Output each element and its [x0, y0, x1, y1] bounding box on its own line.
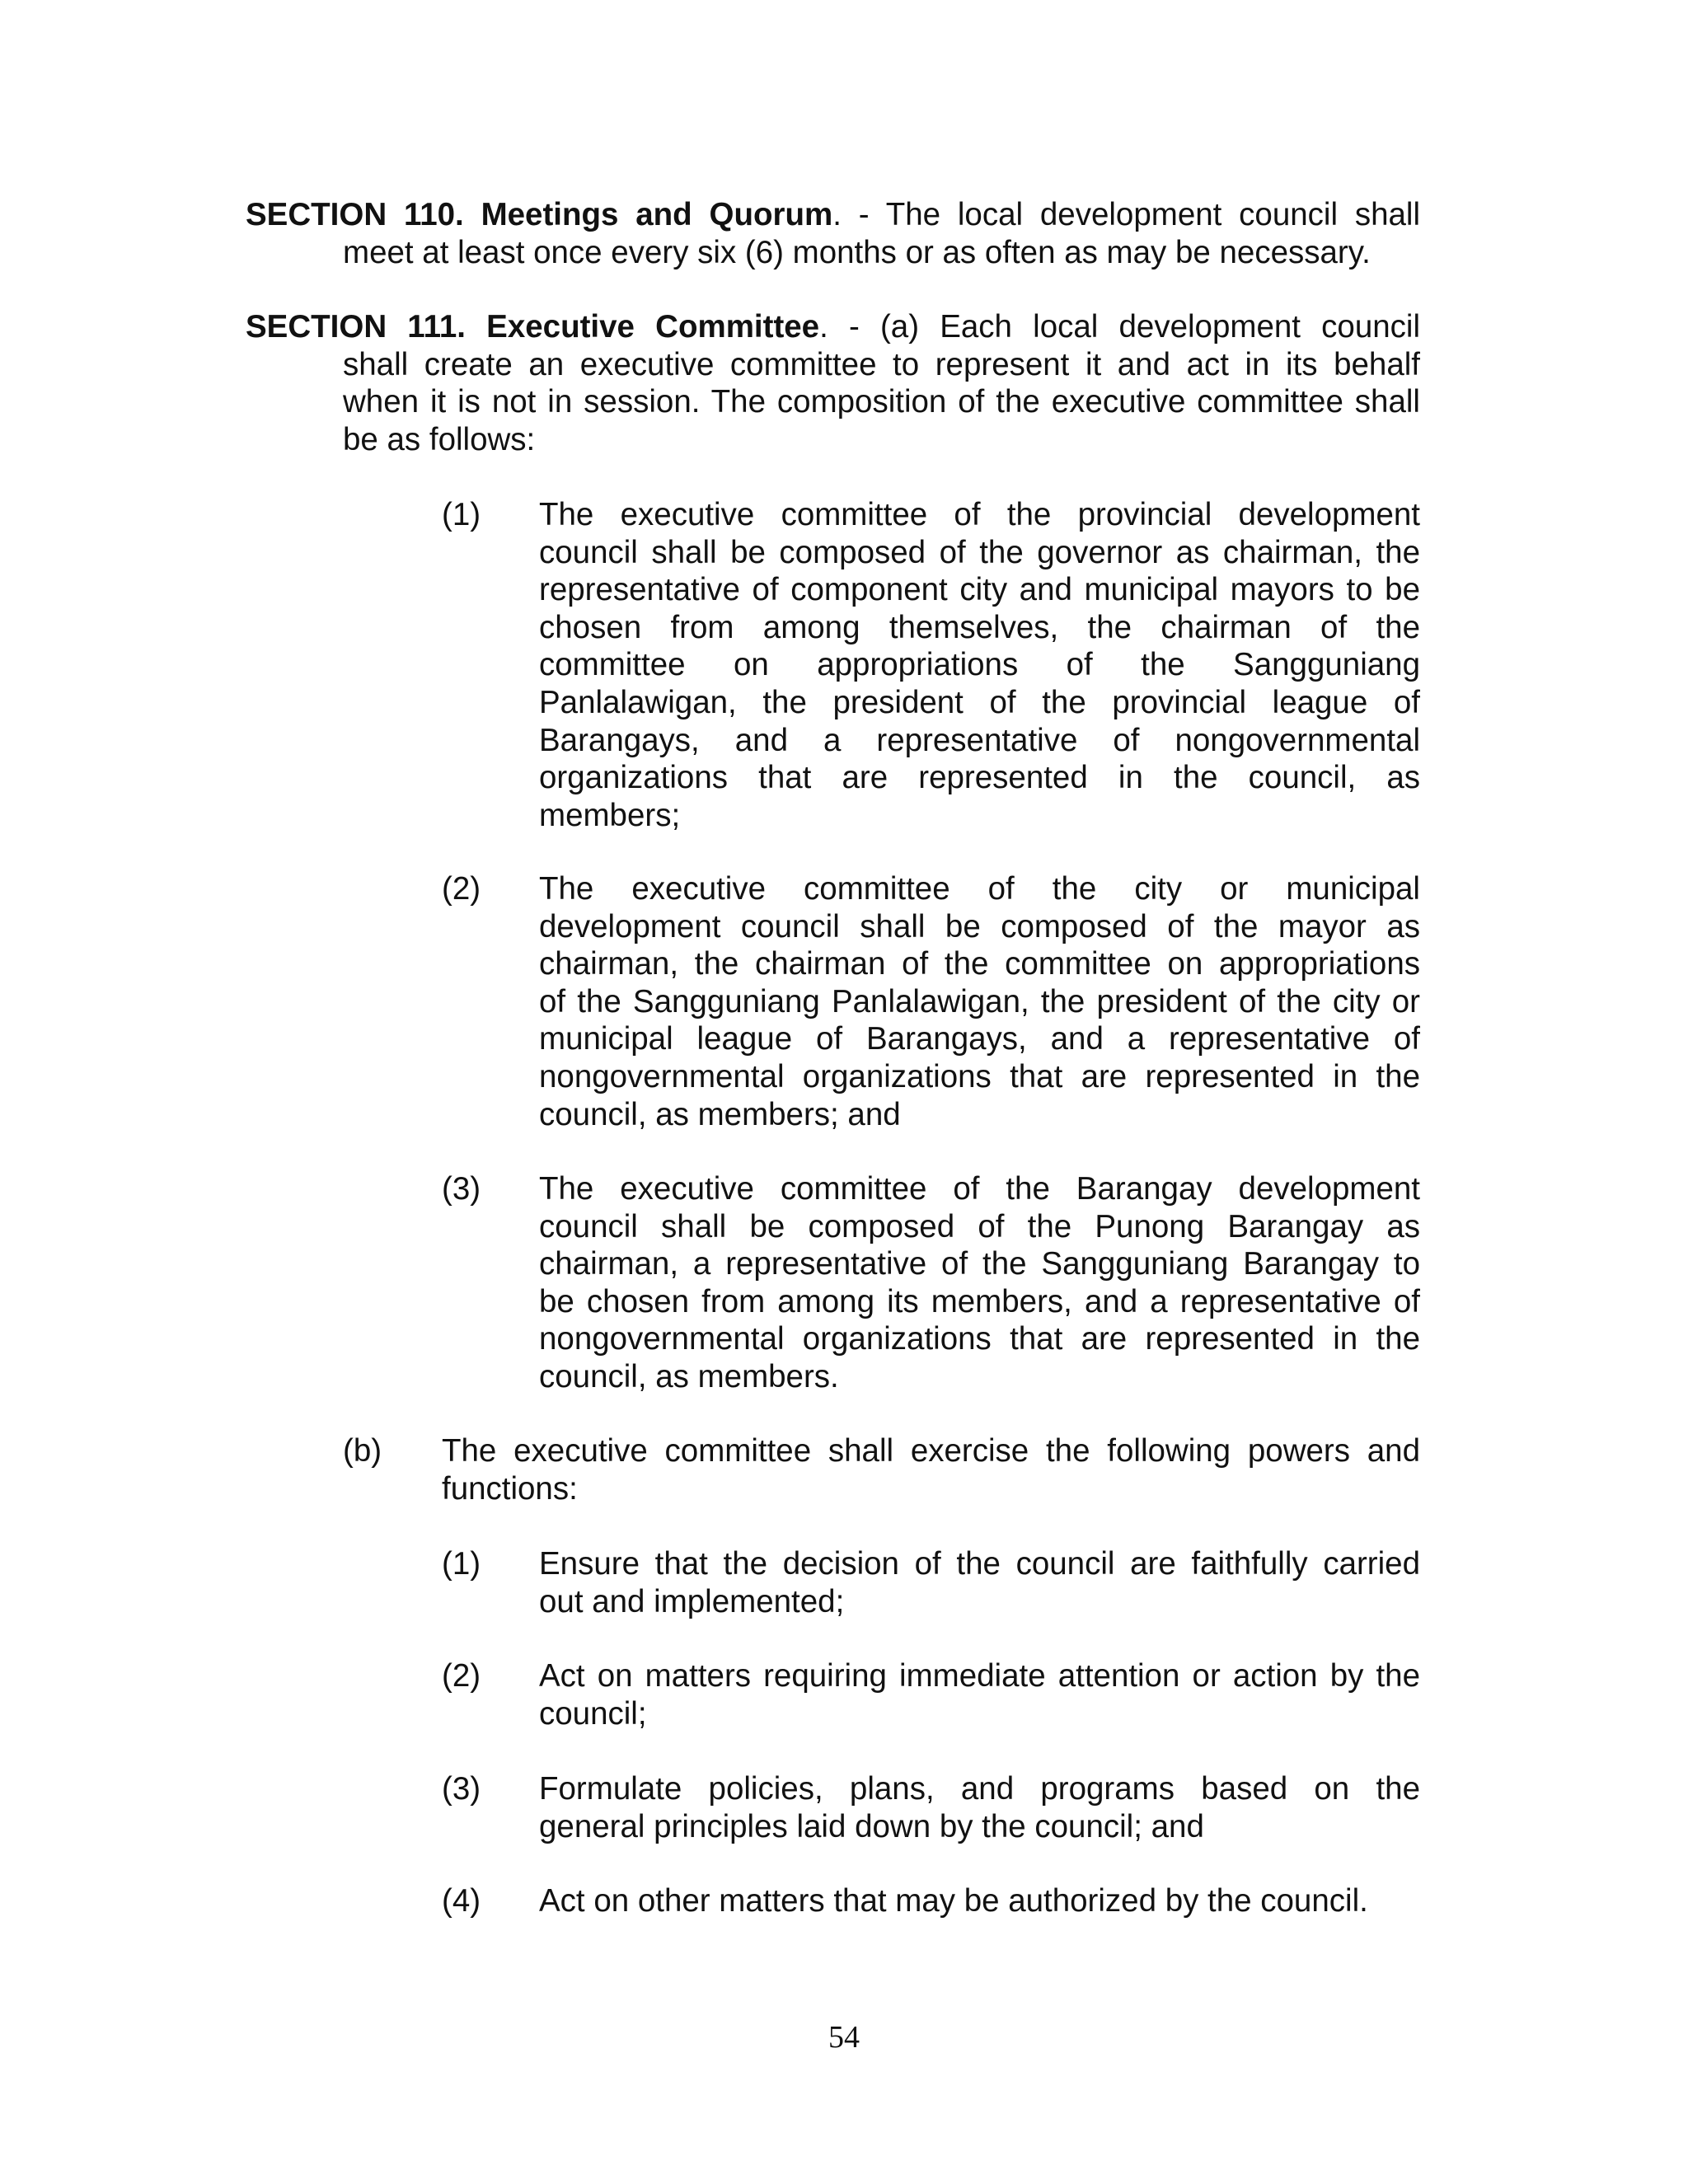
item-line: The executive committee of the city or municipal: [539, 871, 1420, 907]
subsection-b-line: functions:: [442, 1470, 578, 1507]
item-line: chairman, a representative of the Sangguniang Barangay to: [539, 1246, 1420, 1282]
item-line: organizations that are represented in the council, as: [539, 760, 1420, 796]
section-111-text-line-1: . - (a) Each local development council: [819, 309, 1421, 344]
item-body: [539, 496, 1420, 834]
item-line: municipal league of Barangays, and a representative of: [539, 1021, 1420, 1057]
item-body: [539, 1770, 1420, 1845]
item-number: (3): [442, 1171, 481, 1207]
subsection-letter: (b): [343, 1433, 382, 1469]
subsection-b-line: The executive committee shall exercise the following powers and: [442, 1433, 1420, 1469]
item-line: The executive committee of the provincial development: [539, 497, 1420, 532]
item-body: [539, 1657, 1420, 1732]
item-line: The executive committee of the Barangay development: [539, 1171, 1420, 1207]
item-line: council, as members; and: [539, 1096, 901, 1132]
section-111-text-line-4: be as follows:: [343, 421, 536, 457]
item-number: (2): [442, 871, 481, 907]
item-line: Barangays, and a representative of nongovernmental: [539, 722, 1420, 758]
item-line: council shall be composed of the Punong Barangay as: [539, 1208, 1420, 1244]
item-body: [539, 870, 1420, 1133]
item-line: council, as members.: [539, 1358, 839, 1394]
item-line: nongovernmental organizations that are represented in the: [539, 1321, 1420, 1357]
item-number: (3): [442, 1771, 481, 1807]
item-line: Act on other matters that may be authorized by the council.: [539, 1883, 1368, 1919]
item-number: (1): [442, 1546, 481, 1582]
item-line: be chosen from among its members, and a representative of: [539, 1283, 1420, 1319]
item-number: (2): [442, 1658, 481, 1694]
item-body: [539, 1545, 1420, 1620]
section-111-text-line-3: when it is not in session. The composition of the executive committee shall: [343, 384, 1420, 420]
item-line: of the Sangguniang Panlalawigan, the president of the city or: [539, 983, 1420, 1019]
item-line: Ensure that the decision of the council are faithfully carried: [539, 1546, 1420, 1582]
section-110-heading: SECTION 110. Meetings and Quorum: [246, 197, 833, 232]
item-line: chosen from among themselves, the chairman of the: [539, 609, 1420, 645]
section-110-first-line: [246, 196, 1420, 234]
item-line: out and implemented;: [539, 1583, 845, 1619]
item-line: chairman, the chairman of the committee on appropriations: [539, 946, 1420, 982]
item-number: (4): [442, 1883, 481, 1919]
section-111-text-line-2: shall create an executive committee to represent it and act in its behalf: [343, 346, 1420, 382]
item-line: Formulate policies, plans, and programs based on the: [539, 1771, 1420, 1807]
section-111-first-line: [246, 308, 1420, 346]
item-line: representative of component city and municipal mayors to be: [539, 572, 1420, 608]
item-body: [539, 1170, 1420, 1396]
item-line: development council shall be composed of the mayor as: [539, 908, 1420, 944]
page-number: 54: [828, 2020, 860, 2055]
section-111-heading: SECTION 111. Executive Committee: [246, 309, 820, 344]
item-line: nongovernmental organizations that are represented in the: [539, 1058, 1420, 1094]
item-line: Act on matters requiring immediate attention or action by the: [539, 1658, 1420, 1694]
section-111: [246, 308, 1420, 458]
item-line: council;: [539, 1695, 647, 1732]
item-line: members;: [539, 797, 681, 833]
section-110: [246, 196, 1420, 271]
item-line: council shall be composed of the governor as chairman, the: [539, 534, 1420, 570]
item-number: (1): [442, 497, 481, 532]
item-line: committee on appropriations of the Sangguniang: [539, 647, 1420, 683]
item-line: general principles laid down by the council; and: [539, 1808, 1204, 1844]
subsection-b-body: [442, 1432, 1420, 1507]
section-110-text-line-1: . - The local development council shall: [832, 197, 1420, 232]
item-line: Panlalawigan, the president of the provincial league of: [539, 684, 1420, 720]
section-110-text-line-2: meet at least once every six (6) months or as often as may be necessary.: [343, 234, 1371, 270]
item-body: [539, 1882, 1420, 1920]
